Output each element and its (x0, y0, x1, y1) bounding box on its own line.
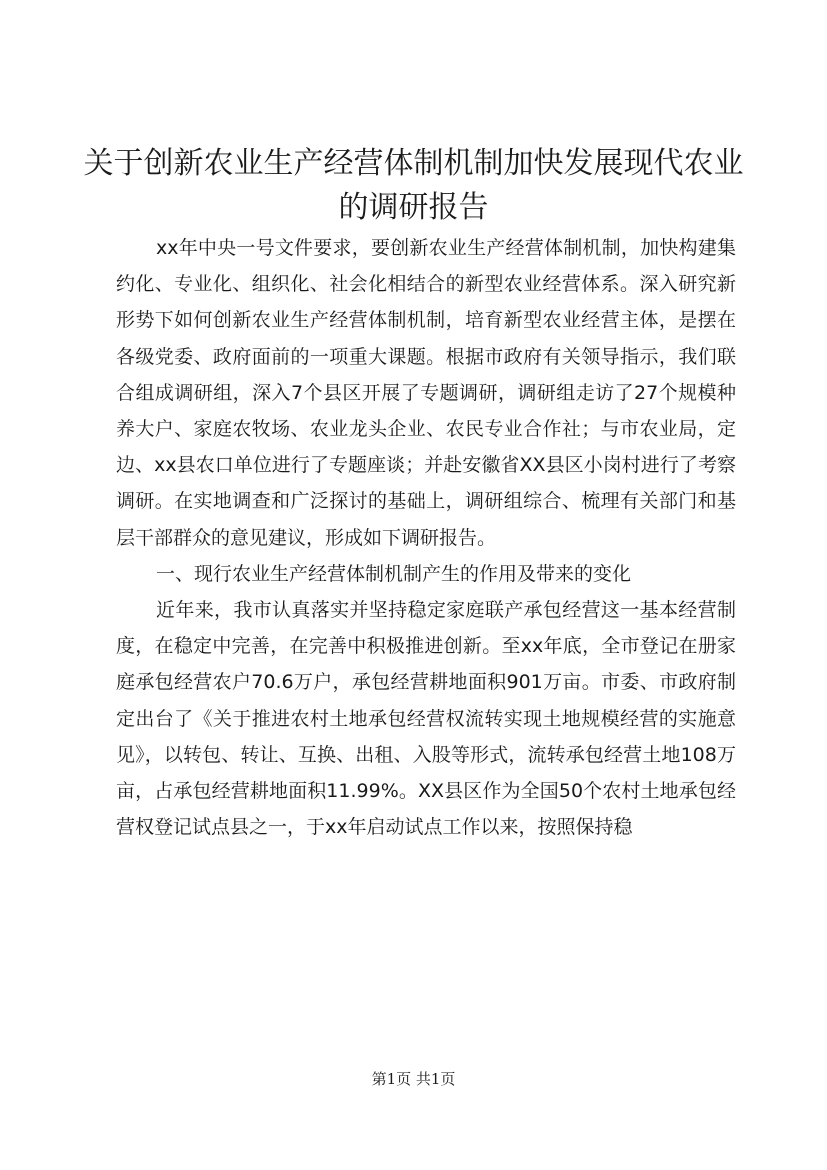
section-heading: 一、现行农业生产经营体制机制产生的作用及带来的变化 (156, 562, 632, 585)
paragraph-intro: xx年中央一号文件要求，要创新农业生产经营体制机制，加快构建集约化、专业化、组织化、社会化相结合的新型农业经营体系。深入研究新形势下如何创新农业生产经营体制机制，培育新型农业经营主体，是摆在各级党委、政府面前的一项重大课题。根据市政府有关领导指示，我们联合组成调研组，深入7个县区开展了专题调研，调研组走访了27个规模种养大户、家庭农牧场、农业龙头企业、农民专业合作社；与市农业局，定边、xx县农口单位进行了专题座谈；并赴安徽省XX县区小岗村进行了考察调研。在实地调查和广泛探讨的基础上，调研组综合、梳理有关部门和基层干部群众的意见建议，形成如下调研报告。 (116, 237, 736, 549)
document-body (116, 230, 736, 845)
page-footer: 第1页 共1页 (371, 1070, 456, 1088)
document-title: 关于创新农业生产经营体制机制加快发展现代农业的调研报告 (83, 146, 744, 225)
paragraph-section-one: 近年来，我市认真落实并坚持稳定家庭联产承包经营这一基本经营制度，在稳定中完善，在完善中积极推进创新。至xx年底，全市登记在册家庭承包经营农户70.6万户，承包经营耕地面积901万亩。市委、市政府制定出台了《关于推进农村土地承包经营权流转实现土地规模经营的实施意见》，以转包、转让、互换、出租、入股等形式，流转承包经营土地108万亩，占承包经营耕地面积11.99%。XX县区作为全国50个农村土地承包经营权登记试点县之一，于xx年启动试点工作以来，按照保持稳 (116, 599, 736, 839)
